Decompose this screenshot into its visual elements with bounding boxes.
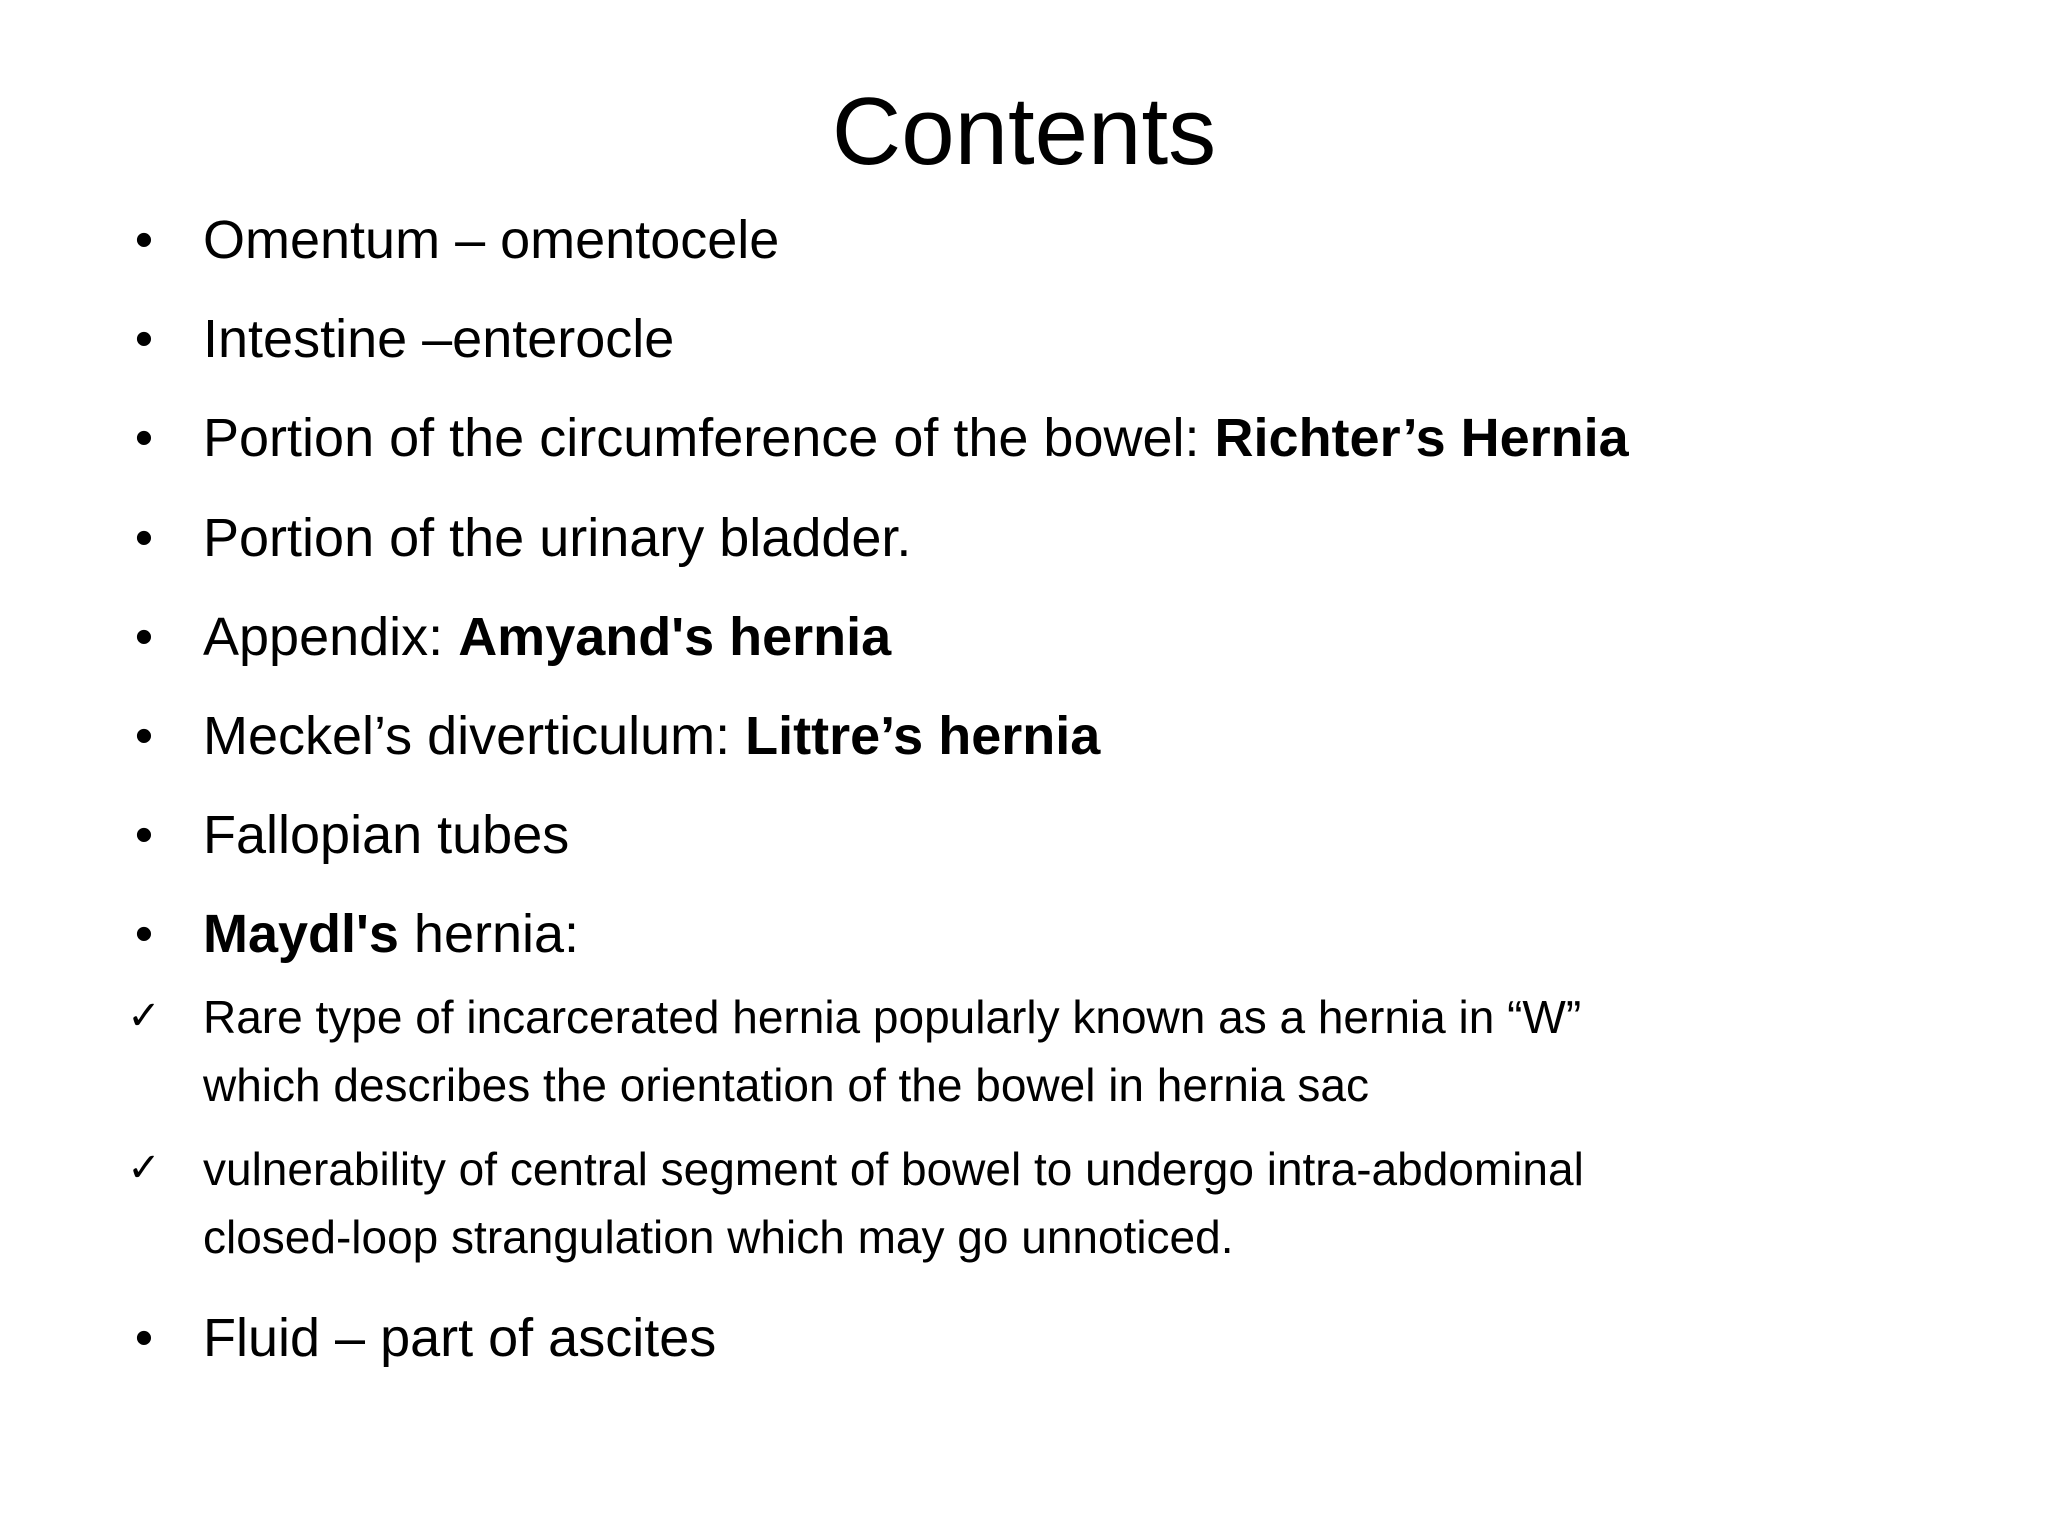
item-plain: Portion of the urinary bladder. (203, 508, 912, 568)
item-bold: Richter’s Hernia (1214, 408, 1629, 468)
checkmark-icon: ✓ (127, 993, 161, 1039)
item-text (203, 607, 1943, 667)
item-plain: Portion of the circumference of the bowel: (203, 408, 1215, 468)
sub-item-line: Rare type of incarcerated hernia popularly known as a hernia in “W” (203, 991, 1582, 1043)
sub-item-text (203, 1135, 1843, 1271)
bullet-icon: • (134, 409, 154, 467)
item-bold: Amyand's hernia (458, 607, 892, 667)
sub-item-line: vulnerability of central segment of bowel to undergo intra-abdominal (203, 1143, 1584, 1195)
sub-item-line: which describes the orientation of the bowel in hernia sac (203, 1059, 1370, 1111)
bullet-icon: • (134, 905, 154, 963)
bullet-icon: • (134, 310, 154, 368)
item-text (203, 408, 1943, 468)
sub-item-line: closed-loop strangulation which may go unnoticed. (203, 1211, 1234, 1263)
item-text (203, 309, 1943, 369)
item-text (203, 210, 1943, 270)
bullet-icon: • (134, 211, 154, 269)
item-plain: hernia: (398, 904, 580, 964)
item-plain: Omentum – omentocele (203, 210, 780, 270)
item-text (203, 706, 1943, 766)
item-text (203, 904, 1943, 964)
item-plain: Intestine –enterocle (203, 309, 675, 369)
item-plain: Appendix: (203, 607, 459, 667)
item-plain: Meckel’s diverticulum: (203, 706, 746, 766)
item-text (203, 508, 1943, 568)
item-plain: Fallopian tubes (203, 805, 570, 865)
item-bold: Littre’s hernia (745, 706, 1101, 766)
bullet-icon: • (134, 509, 154, 567)
bullet-icon: • (134, 707, 154, 765)
item-text (203, 805, 1943, 865)
item-plain: Fluid – part of ascites (203, 1308, 717, 1368)
item-bold: Maydl's (203, 904, 399, 964)
bullet-icon: • (134, 1309, 154, 1367)
sub-item-text (203, 983, 1843, 1119)
bullet-icon: • (134, 806, 154, 864)
slide-title: Contents (831, 78, 1217, 185)
item-text (203, 1308, 1943, 1368)
checkmark-icon: ✓ (127, 1145, 161, 1191)
bullet-icon: • (134, 608, 154, 666)
